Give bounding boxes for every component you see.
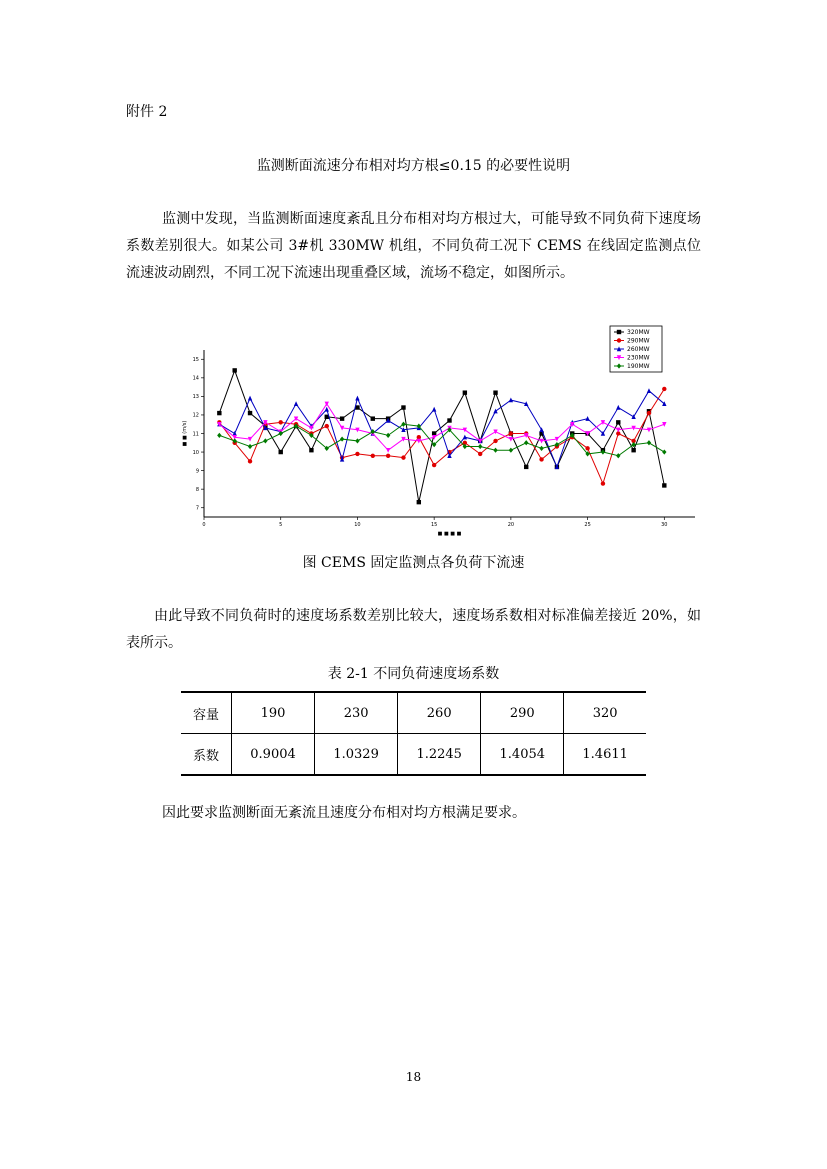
y-tick-label: 14 <box>192 375 199 382</box>
data-point <box>401 455 405 459</box>
x-axis-label: ■ ■ ■ ■ <box>437 531 462 537</box>
legend-label: 290MW <box>627 337 650 345</box>
data-point <box>432 463 436 467</box>
data-point <box>463 390 467 394</box>
x-tick-label: 0 <box>202 522 206 528</box>
legend-marker <box>617 330 621 334</box>
annex-label: 附件 2 <box>126 104 168 120</box>
data-point <box>248 411 252 415</box>
series-290MW <box>217 387 666 486</box>
data-point <box>493 390 497 394</box>
data-point <box>631 448 635 452</box>
data-point <box>585 416 589 421</box>
data-point <box>432 407 436 412</box>
data-point <box>325 424 329 428</box>
series-line <box>219 370 664 502</box>
table-caption: 表 2-1 不同负荷速度场系数 <box>327 666 500 682</box>
data-point <box>539 457 543 461</box>
data-point <box>647 388 651 393</box>
coefficient-cell: 1.2245 <box>398 734 481 776</box>
data-point <box>279 450 283 454</box>
data-point <box>539 446 543 451</box>
data-point <box>386 448 390 453</box>
data-point <box>279 420 283 424</box>
x-tick-label: 10 <box>354 522 361 528</box>
data-point <box>217 411 221 415</box>
data-point <box>524 465 528 469</box>
y-tick-label: 13 <box>192 394 199 401</box>
coefficient-cell: 0.9004 <box>232 734 315 776</box>
series-320MW <box>217 368 666 504</box>
data-point <box>616 420 620 424</box>
data-point <box>478 452 482 456</box>
flow-velocity-chart <box>170 320 710 537</box>
data-point <box>493 409 497 414</box>
data-point <box>662 387 666 391</box>
y-tick-label: 9 <box>195 468 199 475</box>
data-point <box>325 407 329 412</box>
y-tick-label: 8 <box>195 486 199 493</box>
data-point <box>355 452 359 456</box>
capacity-cell: 190 <box>232 692 315 734</box>
coefficient-cell: 1.0329 <box>315 734 398 776</box>
data-point <box>417 500 421 504</box>
y-tick-label: 7 <box>195 505 199 512</box>
data-point <box>248 459 252 463</box>
data-point <box>340 416 344 420</box>
conclusion-paragraph: 因此要求监测断面无紊流且速度分布相对均方根满足要求。 <box>162 805 526 821</box>
x-tick-label: 5 <box>279 522 283 528</box>
data-point <box>493 439 497 443</box>
x-tick-label: 20 <box>507 522 515 528</box>
data-point <box>232 368 236 372</box>
coefficient-cell: 1.4054 <box>481 734 564 776</box>
data-point <box>401 422 405 427</box>
chart-canvas <box>170 320 710 537</box>
document-title: 监测断面流速分布相对均方根≤0.15 的必要性说明 <box>256 158 571 174</box>
data-point <box>662 483 666 487</box>
data-point <box>447 418 451 422</box>
data-point <box>386 433 390 438</box>
series-line <box>219 389 664 484</box>
legend-label: 230MW <box>627 354 650 362</box>
data-point <box>616 405 620 410</box>
coefficient-cell: 1.4611 <box>564 734 646 776</box>
figure-caption: 图 CEMS 固定监测点各负荷下流速 <box>302 555 525 571</box>
capacity-cell: 230 <box>315 692 398 734</box>
capacity-header-cell: 容量 <box>181 692 232 734</box>
legend-label: 260MW <box>627 346 650 353</box>
data-point <box>248 444 252 449</box>
data-point <box>355 396 359 401</box>
x-tick-label: 25 <box>584 522 591 528</box>
data-point <box>616 453 620 458</box>
y-tick-label: 15 <box>192 357 199 364</box>
legend-label: 190MW <box>627 363 650 370</box>
page-number: 18 <box>405 1070 422 1084</box>
data-point <box>232 431 236 436</box>
data-point <box>248 396 252 401</box>
data-point <box>263 438 267 443</box>
series-line <box>219 391 664 467</box>
legend-marker <box>617 338 621 342</box>
explanation-paragraph: 由此导致不同负荷时的速度场系数差别比较大，速度场系数相对标准偏差接近 20%，如表所示。 <box>126 608 701 651</box>
chart-series-group <box>217 368 666 504</box>
coefficient-header-cell: 系数 <box>181 734 232 776</box>
capacity-cell: 320 <box>564 692 646 734</box>
chart-legend <box>610 326 662 372</box>
data-point <box>662 449 666 454</box>
x-tick-label: 30 <box>661 522 668 528</box>
y-tick-label: 12 <box>192 412 199 419</box>
data-point <box>294 401 298 406</box>
data-point <box>340 436 344 441</box>
coefficient-table <box>181 691 646 776</box>
y-tick-label: 10 <box>192 449 199 456</box>
data-point <box>493 448 497 453</box>
data-point <box>478 444 482 449</box>
data-point <box>509 437 513 442</box>
data-point <box>463 435 467 440</box>
data-point <box>647 440 651 445</box>
data-point <box>309 448 313 452</box>
data-point <box>585 446 589 450</box>
legend-label: 320MW <box>627 329 650 336</box>
data-point <box>601 481 605 485</box>
data-point <box>509 431 513 435</box>
coefficient-row <box>181 734 646 776</box>
y-tick-label: 11 <box>192 431 199 438</box>
data-point <box>647 411 651 415</box>
capacity-cell: 260 <box>398 692 481 734</box>
data-point <box>386 454 390 458</box>
data-point <box>401 405 405 409</box>
intro-paragraph: 监测中发现，当监测断面速度紊乱且分布相对均方根过大，可能导致不同负荷下速度场系数差别很大。如某公司 3#机 330MW 机组，不同负荷工况下 CEMS 在线固定监测点位流速波动剧烈，不同工况下流速出现重叠区域，流场不稳定，如图所示。 <box>126 211 701 281</box>
data-point <box>524 440 528 445</box>
capacity-cell: 290 <box>481 692 564 734</box>
data-point <box>355 438 359 443</box>
y-axis-label: ■ ■ (m/s) <box>182 420 188 447</box>
data-point <box>371 416 375 420</box>
data-point <box>217 433 221 438</box>
data-point <box>509 448 513 453</box>
data-point <box>371 454 375 458</box>
data-point <box>509 398 513 403</box>
x-tick-label: 15 <box>430 522 438 528</box>
capacity-row <box>181 692 646 734</box>
